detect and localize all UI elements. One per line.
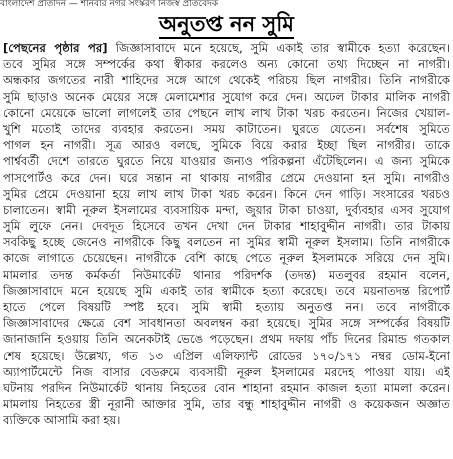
article-line: খুশি মতোই তাদের ব্যবহার করতেন। সময় কাটাতেন। ঘুরতে যেতেন। সর্বশেষ সুমিতে xyxy=(3,121,450,136)
article-line: পার্শ্ববর্তী দেশে তারতে ঘুরতে নিয়ে যাওয়ার জন্যও পরিকল্পনা এঁটেছিলেন। এ জন্য সুমিকে xyxy=(3,154,450,169)
article-title-text: অনুতপ্ত নন সুমি xyxy=(159,11,294,39)
article-line: অ্যাপার্টমেন্টে নিজ বাসার বেডরুমে ব্যবসায়ী নূরুল ইসলামের মরদেহ পাওয়া যায়। এই xyxy=(3,364,450,379)
article-line: সুমি ছাড়াও অনেক মেয়ের সঙ্গে মেলামেশার সুযোগ করে দেন। অঢেল টাকার মালিক নাগরী xyxy=(3,89,450,104)
article-line: জানাজানি হওয়ায় তিনি অনেকটাই ভেঙে পড়েছেন। প্রথম দফায় পাঁচ দিনের রিমান্ড গতকাল xyxy=(3,332,450,347)
article-line: ঘটনায় পরদিন নিউমার্কেট থানায় নিহতের বোন শাহানা রহমান কাজল হত্যা মামলা করেন। xyxy=(3,380,450,395)
article-line: কোনো মেয়েকে ভালো লাগলেই তার পেছনে লাখ লাখ টাকা খরচ করতেন। নিজের খেয়াল- xyxy=(3,105,450,120)
article-line: অন্ধকার জগতের নারী শাহিদের সঙ্গে আগে থেকেই পরিচয় ছিল নাগরীর। তিনি নাগরীকে xyxy=(3,73,450,88)
article-line: মামলার তদন্ত কর্মকর্তা নিউমার্কেট থানার পরিদর্শক (তদন্ত) মতলুবর রহমান বলেন, xyxy=(3,267,450,282)
header-fragment: বাংলাদেশ প্রতিদিন — শনিবার নগর সংস্করণ নিজস্ব প্রতিবেদক xyxy=(0,0,219,8)
article-line-text: জিজ্ঞাসাবাদে মনে হয়েছে, সুমি একাই তার স্বামীকে হত্যা করেছেন। xyxy=(107,41,450,55)
article-line: পাগল হন নাগরী। সূত্র আরও বলছে, সুমিকে বিয়ে করার ইচ্ছা ছিল নাগরীর। তাকে xyxy=(3,138,450,153)
article-line: হাতে পেলে বিষয়টি স্পষ্ট হবে। সুমি স্বামী হত্যায় অনুতপ্ত নন। তবে নাগরীকে xyxy=(3,300,450,314)
article-line: মামলায় নিহতের স্ত্রী নূরানী আক্তার সুমি, তার বন্ধু শাহাবুদ্দীন নাগরী ও কয়েকজন অজ্ঞাত xyxy=(3,397,450,412)
article-title xyxy=(0,9,453,39)
article-line: কাজে লাগাতে চেয়েছেন। নাগরীকে বেশি কাছে পেতে নূরুল ইসলামকে সরিয়ে দেন সুমি। xyxy=(3,251,450,266)
article-line: তবে সুমির সঙ্গে সম্পর্কের কথা স্বীকার করলেও অন্য কোনো তথ্য দিচ্ছেন না নাগরী। xyxy=(3,57,450,72)
article-line: সুমির প্রেমে দেওয়ানা হয়ে লাখ লাখ টাকা খরচ করেন। কিনে দেন গাড়ি। সংসারের খরচও xyxy=(3,186,450,201)
article-line: সবকিছু হচ্ছে জেনেও নাগরীকে কিছু বলতেন না সুমির স্বামী নূরুল ইসলাম। তিনি নাগরীকে xyxy=(3,235,450,250)
article-line: শেষ হয়েছে। উল্লেখ্য, গত ১৩ এপ্রিল এলিফ্যান্ট রোডের ১৭০/১৭১ নম্বর ডোম-ইনো xyxy=(3,348,450,363)
lead-tag: [পেছনের পৃষ্ঠার পর] xyxy=(3,41,108,55)
article-line: পাসপোর্টও করে দেন। ঘরে সন্তান না থাকায় নাগরীর প্রেমে দেওয়ানা হন সুমি। নাগরীও xyxy=(3,170,450,185)
article-line: জিজ্ঞাসাবাদে মনে হয়েছে সুমি একাই তার স্বামীকে হত্যা করেছে। তবে ময়নাতদন্ত রিপোর্ট xyxy=(3,283,450,298)
article-line xyxy=(3,40,450,56)
article-body xyxy=(3,40,450,456)
article-line: ব্যক্তিকে আসামি করা হয়। xyxy=(3,413,121,428)
article-line: চালাতেন। স্বামী নূরুল ইসলামের ব্যবসায়িক মন্দা, জুয়ার টাকা চাওয়া, দুর্ব্যবহার এসব সুযোগ xyxy=(3,202,450,217)
article-line: সুমি লুফে নেন। দেবদূত হিসেবে তখন দেখা দেন টাকার শাহাবুদ্দীন নাগরী। তার টাকায় xyxy=(3,219,450,234)
article-line: জিজ্ঞাসাবাদের ক্ষেত্রে বেশ সাবধানতা অবলম্বন করা হয়েছে। সুমির সঙ্গে সম্পর্কের বিষয়টি xyxy=(3,316,450,331)
